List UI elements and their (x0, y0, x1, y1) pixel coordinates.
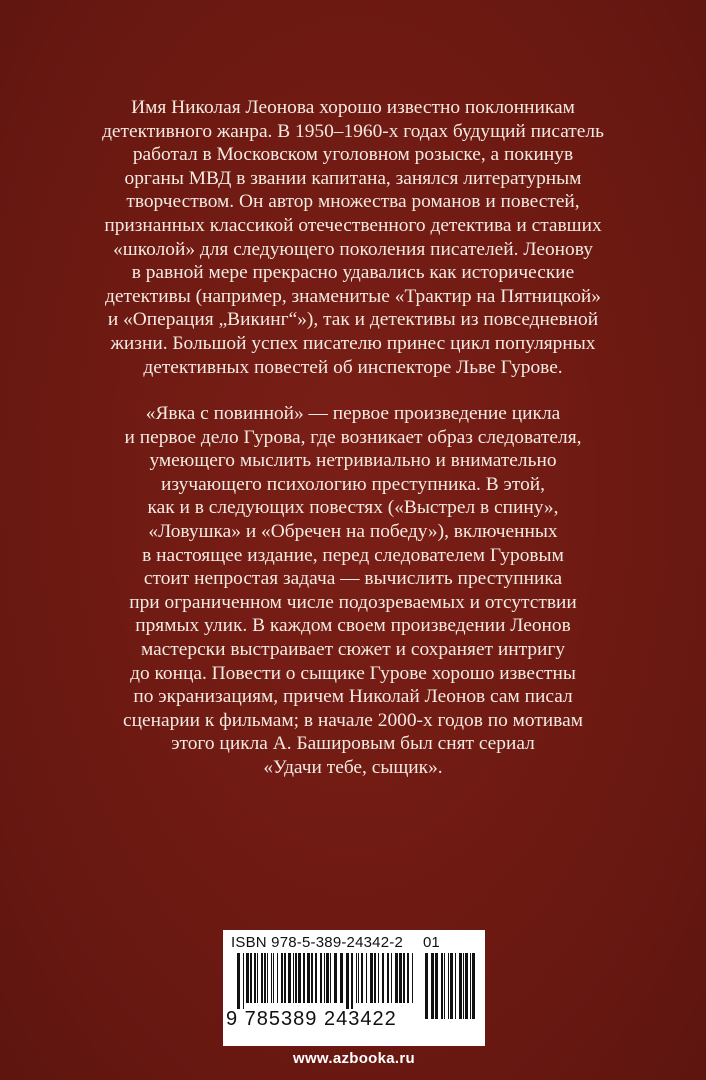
text-line: по экранизациям, причем Николай Леонов сам писал (133, 686, 573, 708)
text-line: до конца. Повести о сыщике Гурове хорошо известны (130, 662, 576, 684)
text-line: и первое дело Гурова, где возникает образ следователя, (124, 426, 582, 448)
text-line: детективы (например, знаменитые «Трактир на Пятницкой» (105, 285, 601, 307)
text-line: как и в следующих повестях («Выстрел в спину», (147, 497, 559, 519)
isbn-label: ISBN 978-5-389-24342-2 (231, 934, 404, 951)
barcode-addon-bars-icon (425, 953, 475, 1019)
text-line: «Удачи тебе, сыщик». (263, 756, 443, 778)
text-line: сценарии к фильмам; в начале 2000-х годов по мотивам (123, 709, 583, 731)
text-line: жизни. Большой успех писателю принес цикл популярных (110, 332, 596, 354)
text-line: «Явка с повинной» — первое произведение цикла (145, 403, 561, 424)
annotation-paragraph-2 (70, 402, 636, 780)
text-line: признанных классикой отечественного детектива и ставших (104, 214, 602, 236)
text-line: изучающего психологию преступника. В этой, (161, 473, 545, 495)
text-line: органы МВД в звании капитана, занялся литературным (124, 167, 582, 189)
isbn-barcode (223, 930, 485, 1046)
text-line: работал в Московском уголовном розыске, а покинув (132, 144, 574, 166)
barcode-addon-code: 01 (423, 934, 440, 951)
text-line: умеющего мыслить нетривиально и внимательно (149, 450, 557, 472)
text-line: этого цикла А. Башировым был снят сериал (171, 733, 535, 755)
text-line: «школой» для следующего поколения писателей. Леонову (113, 238, 593, 260)
text-line: творчеством. Он автор множества романов и повестей, (126, 191, 580, 213)
barcode-digits: 9 785389 243422 (226, 1008, 397, 1030)
text-line: прямых улик. В каждом своем произведении Леонов (135, 615, 571, 637)
text-line: при ограниченном числе подозреваемых и отсутствии (129, 591, 577, 613)
text-line: Имя Николая Леонова хорошо известно поклонникам (131, 97, 575, 118)
text-line: и «Операция „Викинг“»), так и детективы из повседневной (107, 309, 599, 331)
barcode-bars-icon (237, 953, 417, 1009)
text-line: мастерски выстраивает сюжет и сохраняет интригу (140, 638, 566, 660)
text-line: детективных повестей об инспекторе Льве Гурове. (143, 356, 563, 378)
text-line: стоит непростая задача — вычислить преступника (143, 568, 563, 590)
publisher-website: www.azbooka.ru (293, 1050, 415, 1067)
text-line: детективного жанра. В 1950–1960-х годах будущий писатель (102, 120, 604, 142)
text-line: «Ловушка» и «Обречен на победу»), включенных (148, 520, 558, 542)
text-line: в равной мере прекрасно удавались как исторические (131, 262, 575, 284)
text-line: в настоящее издание, перед следователем Гуровым (142, 544, 564, 566)
annotation-paragraph-1 (70, 96, 636, 379)
